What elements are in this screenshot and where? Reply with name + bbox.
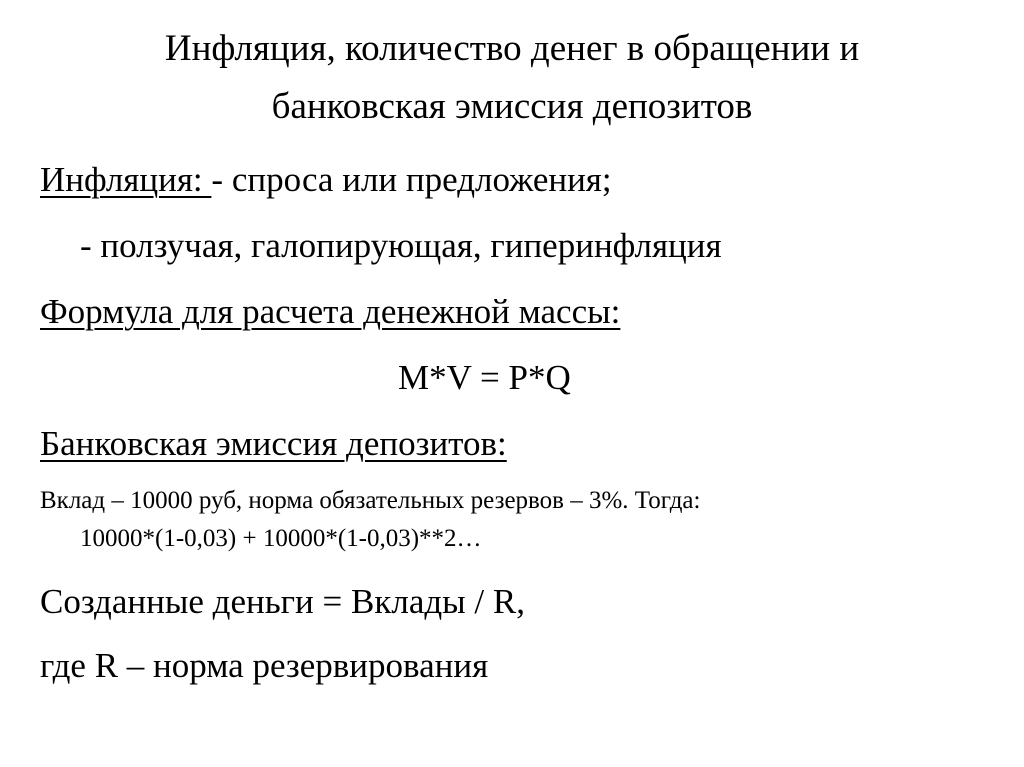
- inflation-speed-types: - ползучая, галопирующая, гиперинфляция: [80, 226, 722, 265]
- title-line-1: Инфляция, количество денег в обращении и: [164, 28, 860, 69]
- created-money-formula: Созданные деньги = Вклады / R,: [40, 582, 525, 621]
- slide-title: [40, 20, 984, 136]
- inflation-types-line: [40, 158, 612, 202]
- emission-heading: Банковская эмиссия депозитов:: [40, 424, 507, 463]
- money-mass-formula: M*V = P*Q: [398, 358, 571, 397]
- deposit-example-line-1: Вклад – 10000 руб, норма обязательных резервов – 3%. Тогда:: [40, 487, 701, 514]
- formula-heading: Формула для расчета денежной массы:: [40, 292, 621, 331]
- deposit-example-line-2: 10000*(1-0,03) + 10000*(1-0,03)**2…: [80, 525, 482, 552]
- inflation-demand-supply: - спроса или предложения;: [211, 160, 612, 199]
- reserve-rate-definition: где R – норма резервирования: [40, 646, 489, 685]
- title-line-2: банковская эмиссия депозитов: [271, 86, 753, 127]
- inflation-label: Инфляция:: [40, 160, 212, 199]
